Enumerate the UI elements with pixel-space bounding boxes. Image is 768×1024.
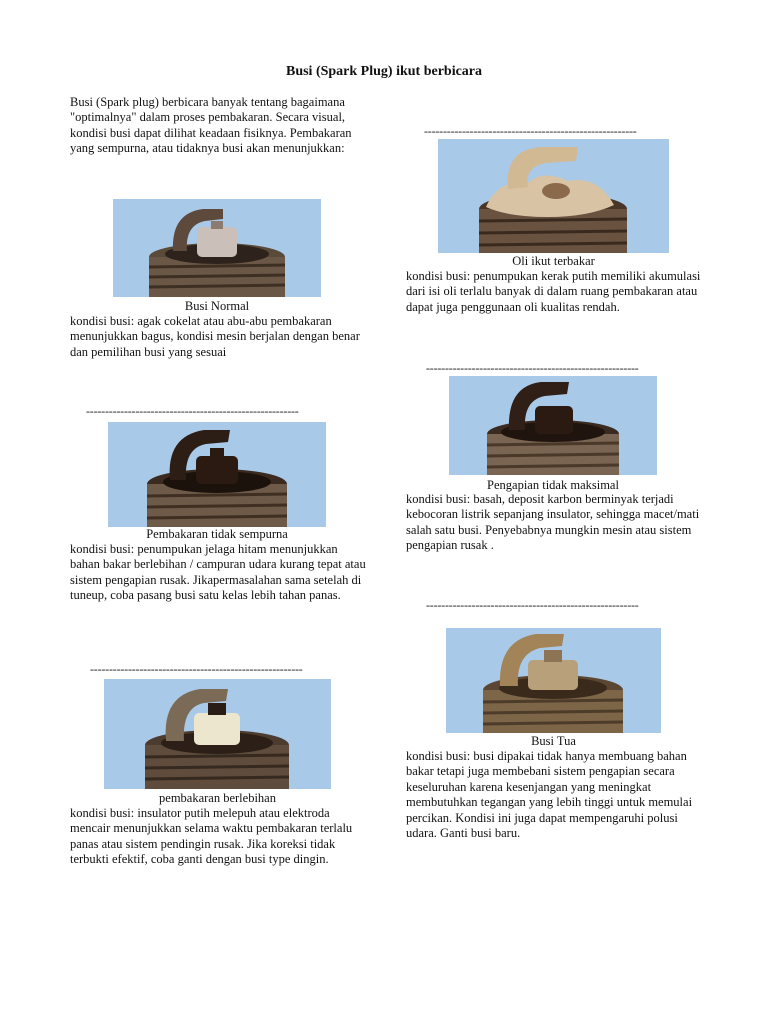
spark-plug-wet-photo: [449, 376, 657, 475]
description-busi-tua: kondisi busi: busi dipakai tidak hanya membuang bahan bakar tetapi juga membebani sistem pengapian secara keseluruhan karena kesenjangan yang meningkat membutuhkan tegangan yang lebih tinggi untuk memulai percikan. Kondisi ini juga dapat mempengaruhi polusi udara. Ganti busi baru.: [406, 749, 693, 841]
spark-plug-normal-photo: [113, 199, 321, 297]
caption-busi-tua: Busi Tua: [531, 734, 576, 748]
page-title: Busi (Spark Plug) ikut berbicara: [285, 64, 483, 79]
description-pengapian-tidak-maksimal: kondisi busi: basah, deposit karbon berminyak terjadi kebocoran listrik sepanjang insulator, sehingga macet/mati salah satu busi. Penyebabnya mungkin mesin atau sistem pengapian rusak .: [406, 492, 700, 553]
description-oli-ikut-terbakar: kondisi busi: penumpukan kerak putih memiliki akumulasi dari isi oli terlalu banyak di dalam ruang pembakaran atau dapat juga penggunaan oli kualitas rendah.: [406, 269, 701, 314]
separator: --------------------------------------------------------: [426, 361, 639, 375]
separator: --------------------------------------------------------: [86, 404, 299, 418]
separator: --------------------------------------------------------: [90, 662, 303, 676]
intro-paragraph: Busi (Spark plug) berbicara banyak tentang bagaimana "optimalnya" dalam proses pembakaran. Secara visual, kondisi busi dapat dilihat keadaan fisiknya. Pembakaran yang sempurna, atau tidaknya busi akan menunjukkan:: [70, 95, 352, 156]
separator: --------------------------------------------------------: [426, 598, 639, 612]
spark-plug-old-photo: [446, 628, 661, 733]
spark-plug-oil-photo: [438, 139, 669, 253]
caption-oli-ikut-terbakar: Oli ikut terbakar: [512, 254, 595, 268]
spark-plug-soot-photo: [108, 422, 326, 527]
description-pembakaran-tidak-sempurna: kondisi busi: penumpukan jelaga hitam menunjukkan bahan bakar berlebihan / campuran udara kurang tepat atau sistem pengapian rusak. Jikapermasalahan sama setelah di tuneup, coba pasang busi satu kelas lebih tahan panas.: [70, 542, 366, 603]
caption-pengapian-tidak-maksimal: Pengapian tidak maksimal: [487, 478, 619, 492]
description-pembakaran-berlebihan: kondisi busi: insulator putih melepuh atau elektroda mencair menunjukkan selama waktu pembakaran terlalu panas atau sistem pendingin rusak. Jika koreksi tidak terbukti efektif, coba ganti dengan busi type dingin.: [70, 806, 353, 867]
description-busi-normal: kondisi busi: agak cokelat atau abu-abu pembakaran menunjukkan bagus, kondisi mesin berjalan dengan benar dan pemilihan busi yang sesuai: [70, 314, 360, 359]
separator: --------------------------------------------------------: [424, 124, 637, 138]
caption-pembakaran-tidak-sempurna: Pembakaran tidak sempurna: [146, 527, 288, 541]
caption-pembakaran-berlebihan: pembakaran berlebihan: [159, 791, 276, 805]
spark-plug-overheat-photo: [104, 679, 331, 789]
caption-busi-normal: Busi Normal: [184, 299, 250, 313]
